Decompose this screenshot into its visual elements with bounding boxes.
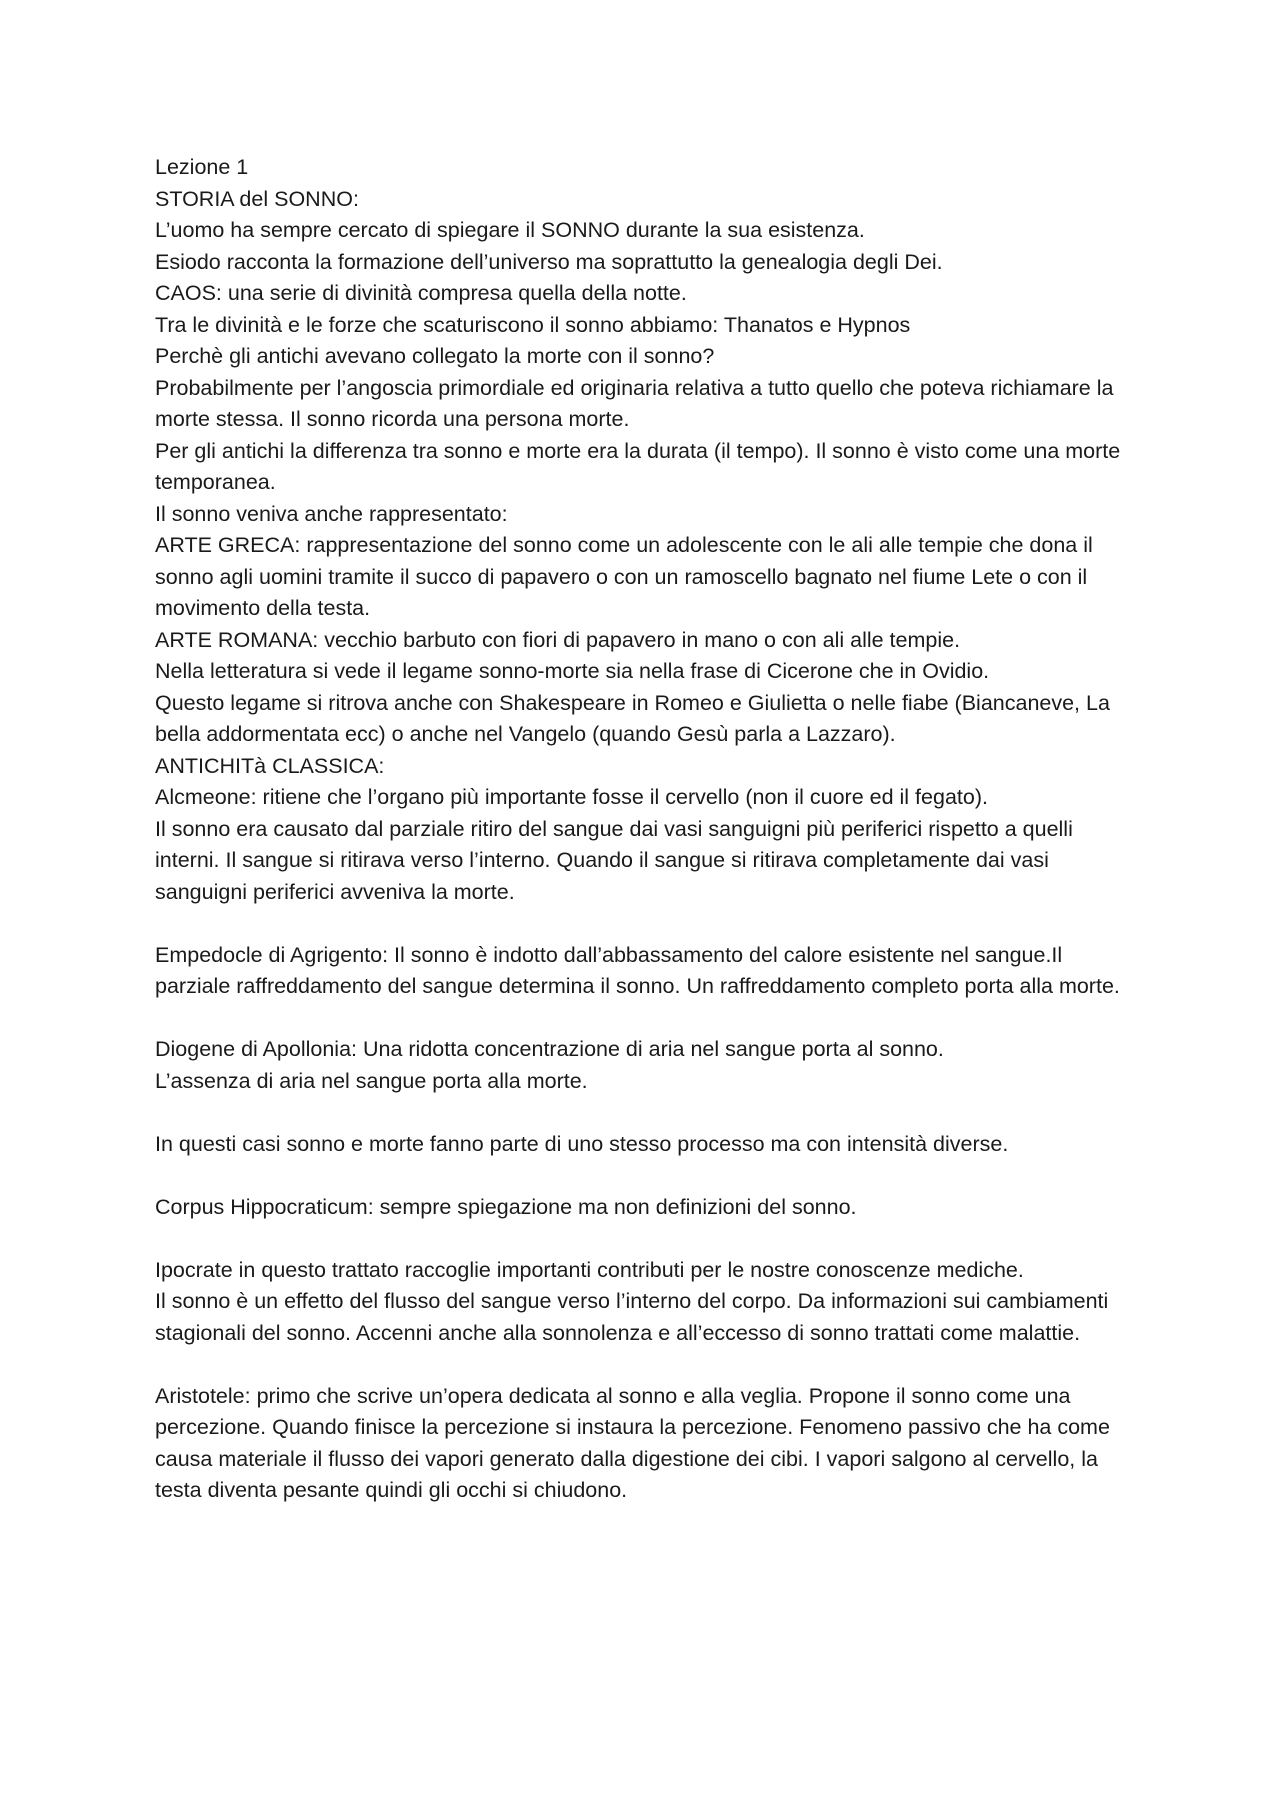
paragraph: Diogene di Apollonia: Una ridotta concentrazione di aria nel sangue porta al sonno. xyxy=(155,1037,944,1061)
paragraph-spacer xyxy=(155,1160,1135,1192)
paragraph: Empedocle di Agrigento: Il sonno è indotto dall’abbassamento del calore esistente nel sangue.Il parziale raffreddamento del sangue determina il sonno. Un raffreddamento completo porta alla morte. xyxy=(155,942,1120,998)
paragraph-spacer xyxy=(155,908,1135,940)
paragraph: Per gli antichi la differenza tra sonno e morte era la durata (il tempo). Il sonno è visto come una morte temporanea. xyxy=(155,438,1121,494)
paragraph: Probabilmente per l’angoscia primordiale ed originaria relativa a tutto quello che poteva richiamare la morte stessa. Il sonno ricorda una persona morte. xyxy=(155,375,1114,431)
paragraph: Il sonno è un effetto del flusso del sangue verso l’interno del corpo. Da informazioni sui cambiamenti stagionali del sonno. Accenni anche alla sonnolenza e all’eccesso di sonno trattati come malattie. xyxy=(155,1289,1109,1345)
paragraph: Il sonno era causato dal parziale ritiro del sangue dai vasi sanguigni più periferici rispetto a quelli interni. Il sangue si ritirava verso l’interno. Quando il sangue si ritirava completamente dai vasi sanguigni periferici avveniva la morte. xyxy=(155,816,1073,904)
paragraph-spacer xyxy=(155,1223,1135,1255)
section-heading-storia: STORIA del SONNO: xyxy=(155,186,359,211)
document-body xyxy=(155,152,1135,1507)
paragraph-spacer xyxy=(155,1097,1135,1129)
paragraph: Ipocrate in questo trattato raccoglie importanti contributi per le nostre conoscenze mediche. xyxy=(155,1257,1024,1282)
paragraph: Alcmeone: ritiene che l’organo più importante fosse il cervello (non il cuore ed il fegato). xyxy=(155,785,988,809)
paragraph: In questi casi sonno e morte fanno parte di uno stesso processo ma con intensità diverse. xyxy=(155,1131,1009,1156)
paragraph: CAOS: una serie di divinità compresa quella della notte. xyxy=(155,281,687,305)
paragraph: Perchè gli antichi avevano collegato la morte con il sonno? xyxy=(155,344,715,368)
paragraph: L’uomo ha sempre cercato di spiegare il SONNO durante la sua esistenza. xyxy=(155,218,865,242)
paragraph: L’assenza di aria nel sangue porta alla morte. xyxy=(155,1068,588,1093)
paragraph: ARTE GRECA: rappresentazione del sonno come un adolescente con le ali alle tempie che dona il sonno agli uomini tramite il succo di papavero o con un ramoscello bagnato nel fiume Lete o con il movimento della testa. xyxy=(155,533,1093,620)
paragraph: Corpus Hippocraticum: sempre spiegazione ma non definizioni del sonno. xyxy=(155,1194,857,1219)
paragraph: Aristotele: primo che scrive un’opera dedicata al sonno e alla veglia. Propone il sonno come una percezione. Quando finisce la percezione si instaura la percezione. Fenomeno passivo che ha come causa materiale il flusso dei vapori generato dalla digestione dei cibi. I vapori salgono al cervello, la testa diventa pesante quindi gli occhi si chiudono. xyxy=(155,1383,1110,1502)
paragraph-spacer xyxy=(155,1349,1135,1381)
paragraph: Il sonno veniva anche rappresentato: xyxy=(155,501,508,526)
paragraph: Tra le divinità e le forze che scaturiscono il sonno abbiamo: Thanatos e Hypnos xyxy=(155,312,911,337)
lesson-heading: Lezione 1 xyxy=(155,155,249,179)
paragraph-spacer xyxy=(155,1003,1135,1035)
paragraph: Nella letteratura si vede il legame sonno-morte sia nella frase di Cicerone che in Ovidio. xyxy=(155,659,990,683)
paragraph: ARTE ROMANA: vecchio barbuto con fiori di papavero in mano o con ali alle tempie. xyxy=(155,627,961,652)
section-heading-antichita: ANTICHITà CLASSICA: xyxy=(155,753,385,778)
paragraph: Esiodo racconta la formazione dell’universo ma soprattutto la genealogia degli Dei. xyxy=(155,249,943,274)
paragraph: Questo legame si ritrova anche con Shakespeare in Romeo e Giulietta o nelle fiabe (Biancaneve, La bella addormentata ecc) o anche nel Vangelo (quando Gesù parla a Lazzaro). xyxy=(155,690,1110,746)
